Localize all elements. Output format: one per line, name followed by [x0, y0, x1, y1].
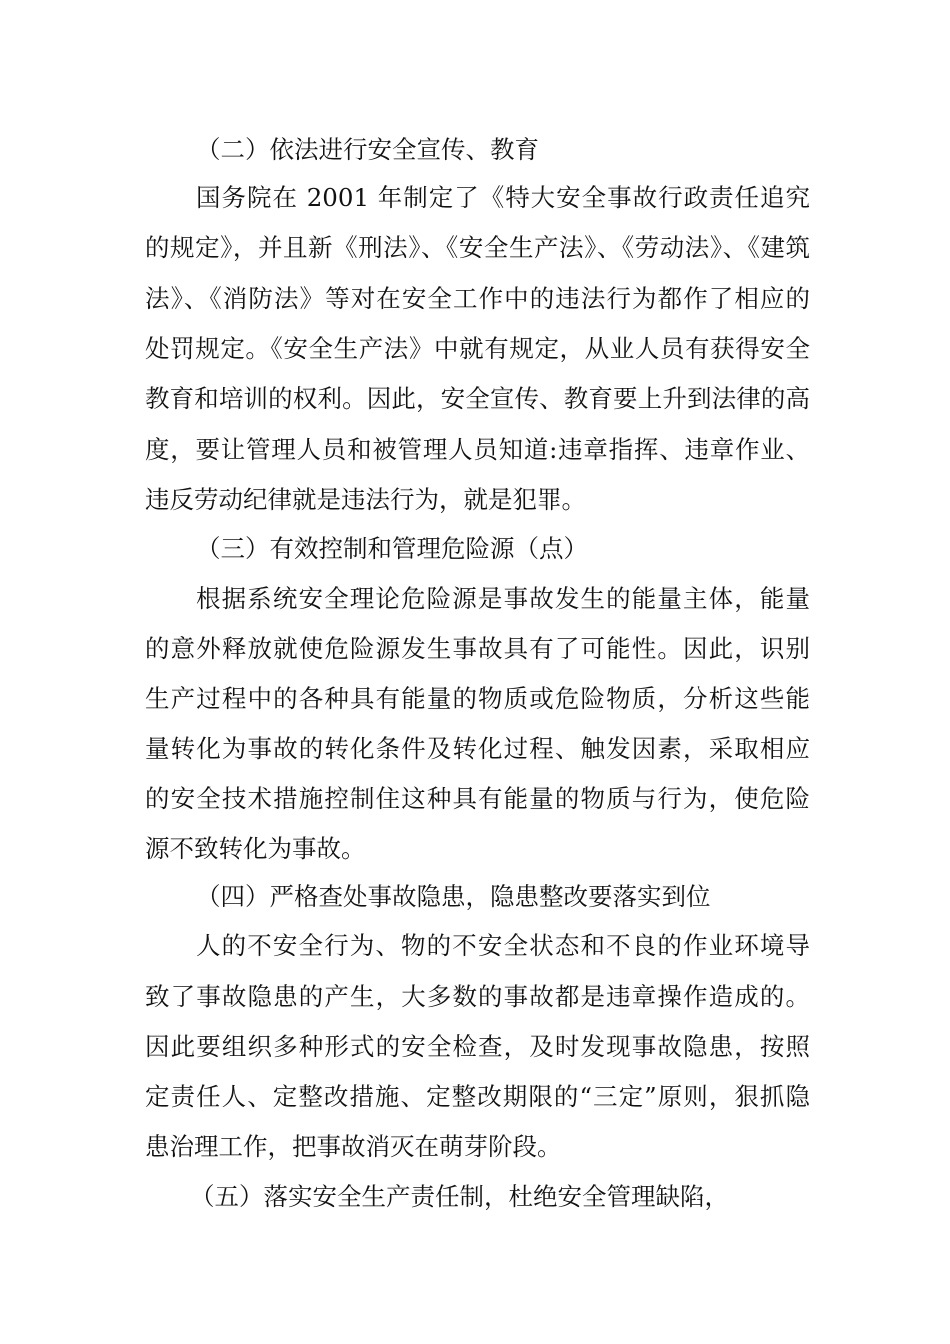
paragraph-line: 致了事故隐患的产生，大多数的事故都是违章操作造成的。 [145, 982, 810, 1011]
paragraph-line: 定责任人、定整改措施、定整改期限的“三定”原则，狠抓隐 [145, 1082, 810, 1111]
section-heading: （三）有效控制和管理危险源（点） [196, 534, 588, 563]
paragraph-line: 人的不安全行为、物的不安全状态和不良的作业环境导 [196, 931, 810, 960]
paragraph-line: 处罚规定。《安全生产法》中就有规定，从业人员有获得安全 [145, 334, 810, 363]
section-heading: （五）落实安全生产责任制，杜绝安全管理缺陷， [190, 1182, 729, 1211]
paragraph-line: 国务院在 2001 年制定了《特大安全事故行政责任追究 [196, 183, 810, 212]
section-heading: （二）依法进行安全宣传、教育 [196, 135, 539, 164]
paragraph-line: 违反劳动纪律就是违法行为，就是犯罪。 [145, 485, 586, 514]
paragraph-line: 生产过程中的各种具有能量的物质或危险物质，分析这些能 [145, 684, 810, 713]
paragraph-line: 法》、《消防法》等对在安全工作中的违法行为都作了相应的 [145, 284, 810, 313]
paragraph-line: 根据系统安全理论危险源是事故发生的能量主体，能量 [196, 584, 810, 613]
paragraph-line: 患治理工作，把事故消灭在萌芽阶段。 [145, 1132, 562, 1161]
paragraph-line: 的安全技术措施控制住这种具有能量的物质与行为，使危险 [145, 784, 810, 813]
paragraph-line: 量转化为事故的转化条件及转化过程、触发因素，采取相应 [145, 734, 810, 763]
paragraph-line: 因此要组织多种形式的安全检查，及时发现事故隐患，按照 [145, 1032, 810, 1061]
paragraph-line: 的意外释放就使危险源发生事故具有了可能性。因此，识别 [145, 634, 810, 663]
paragraph-line: 的规定》，并且新《刑法》、《安全生产法》、《劳动法》、《建筑 [145, 233, 810, 262]
paragraph-line: 源不致转化为事故。 [145, 834, 366, 863]
paragraph-line: 度，要让管理人员和被管理人员知道:违章指挥、违章作业、 [145, 435, 810, 464]
paragraph-line: 教育和培训的权利。因此，安全宣传、教育要上升到法律的高 [145, 384, 810, 413]
section-heading: （四）严格查处事故隐患，隐患整改要落实到位 [196, 882, 711, 911]
